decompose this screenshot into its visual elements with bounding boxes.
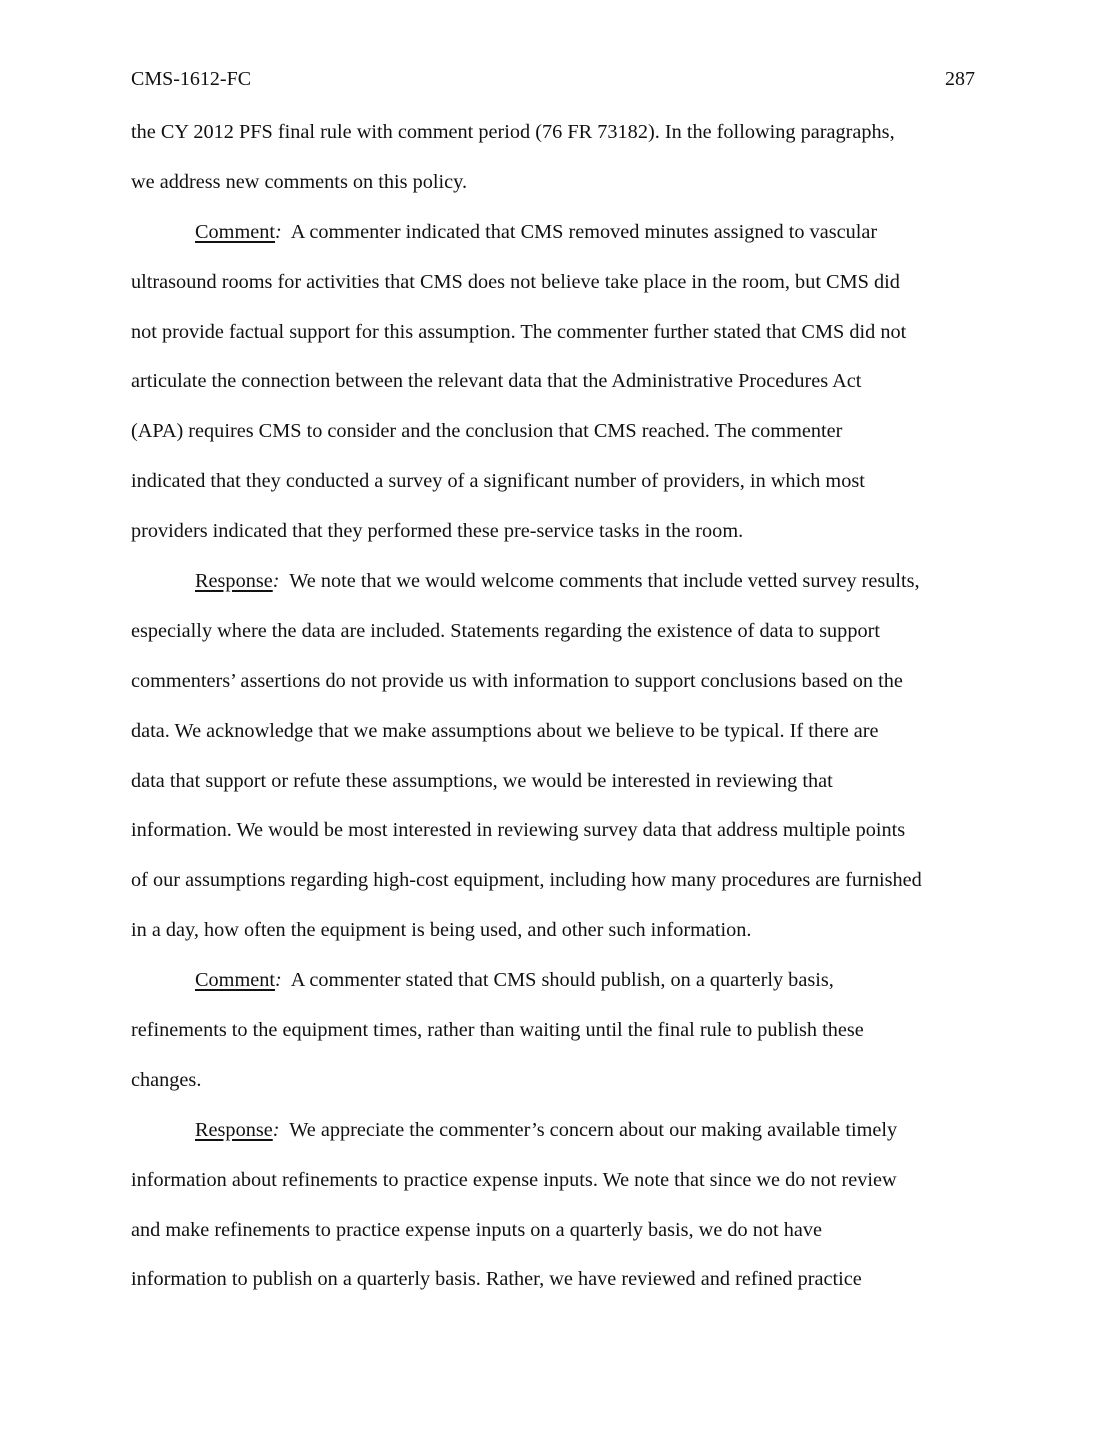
- page-number: 287: [945, 68, 975, 90]
- text-line: articulate the connection between the relevant data that the Administrative Procedures Act: [131, 370, 862, 393]
- text-line: indicated that they conducted a survey of a significant number of providers, in which most: [131, 470, 865, 493]
- document-id: CMS-1612-FC: [131, 68, 252, 90]
- text-line: and make refinements to practice expense inputs on a quarterly basis, we do not have: [131, 1218, 823, 1241]
- text-line: not provide factual support for this assumption. The commenter further stated that CMS did not: [131, 320, 907, 343]
- document-body: [131, 117, 991, 1314]
- text-line: information about refinements to practice expense inputs. We note that since we do not review: [131, 1168, 897, 1191]
- text-line: Response: We appreciate the commenter’s concern about our making available timely: [195, 1118, 898, 1141]
- comment-label: Comment: [195, 969, 275, 992]
- text-line: commenters’ assertions do not provide us with information to support conclusions based on the: [131, 669, 903, 692]
- text-line: Response: We note that we would welcome comments that include vetted survey results,: [195, 570, 920, 593]
- text-line: especially where the data are included. Statements regarding the existence of data to support: [131, 619, 880, 642]
- text-line: providers indicated that they performed these pre-service tasks in the room.: [131, 520, 744, 543]
- text-line: we address new comments on this policy.: [131, 170, 468, 193]
- text-line: information. We would be most interested in reviewing survey data that address multiple points: [131, 819, 906, 842]
- text-line: the CY 2012 PFS final rule with comment period (76 FR 73182). In the following paragraphs,: [131, 121, 895, 143]
- text-line: Comment: A commenter stated that CMS should publish, on a quarterly basis,: [195, 969, 834, 992]
- text-line: information to publish on a quarterly basis. Rather, we have reviewed and refined practice: [131, 1268, 862, 1291]
- response-label: Response: [195, 1118, 273, 1141]
- text-line: in a day, how often the equipment is being used, and other such information.: [131, 919, 752, 942]
- text-line: refinements to the equipment times, rather than waiting until the final rule to publish these: [131, 1019, 864, 1042]
- comment-label: Comment: [195, 220, 275, 243]
- response-label: Response: [195, 570, 273, 593]
- text-line: changes.: [131, 1068, 202, 1091]
- text-line: of our assumptions regarding high-cost equipment, including how many procedures are furnished: [131, 869, 922, 892]
- text-line: Comment: A commenter indicated that CMS removed minutes assigned to vascular: [195, 220, 878, 243]
- text-line: data that support or refute these assumptions, we would be interested in reviewing that: [131, 769, 833, 792]
- text-line: data. We acknowledge that we make assumptions about we believe to be typical. If there are: [131, 719, 879, 742]
- text-line: (APA) requires CMS to consider and the conclusion that CMS reached. The commenter: [131, 420, 843, 443]
- text-line: ultrasound rooms for activities that CMS does not believe take place in the room, but CMS did: [131, 270, 900, 293]
